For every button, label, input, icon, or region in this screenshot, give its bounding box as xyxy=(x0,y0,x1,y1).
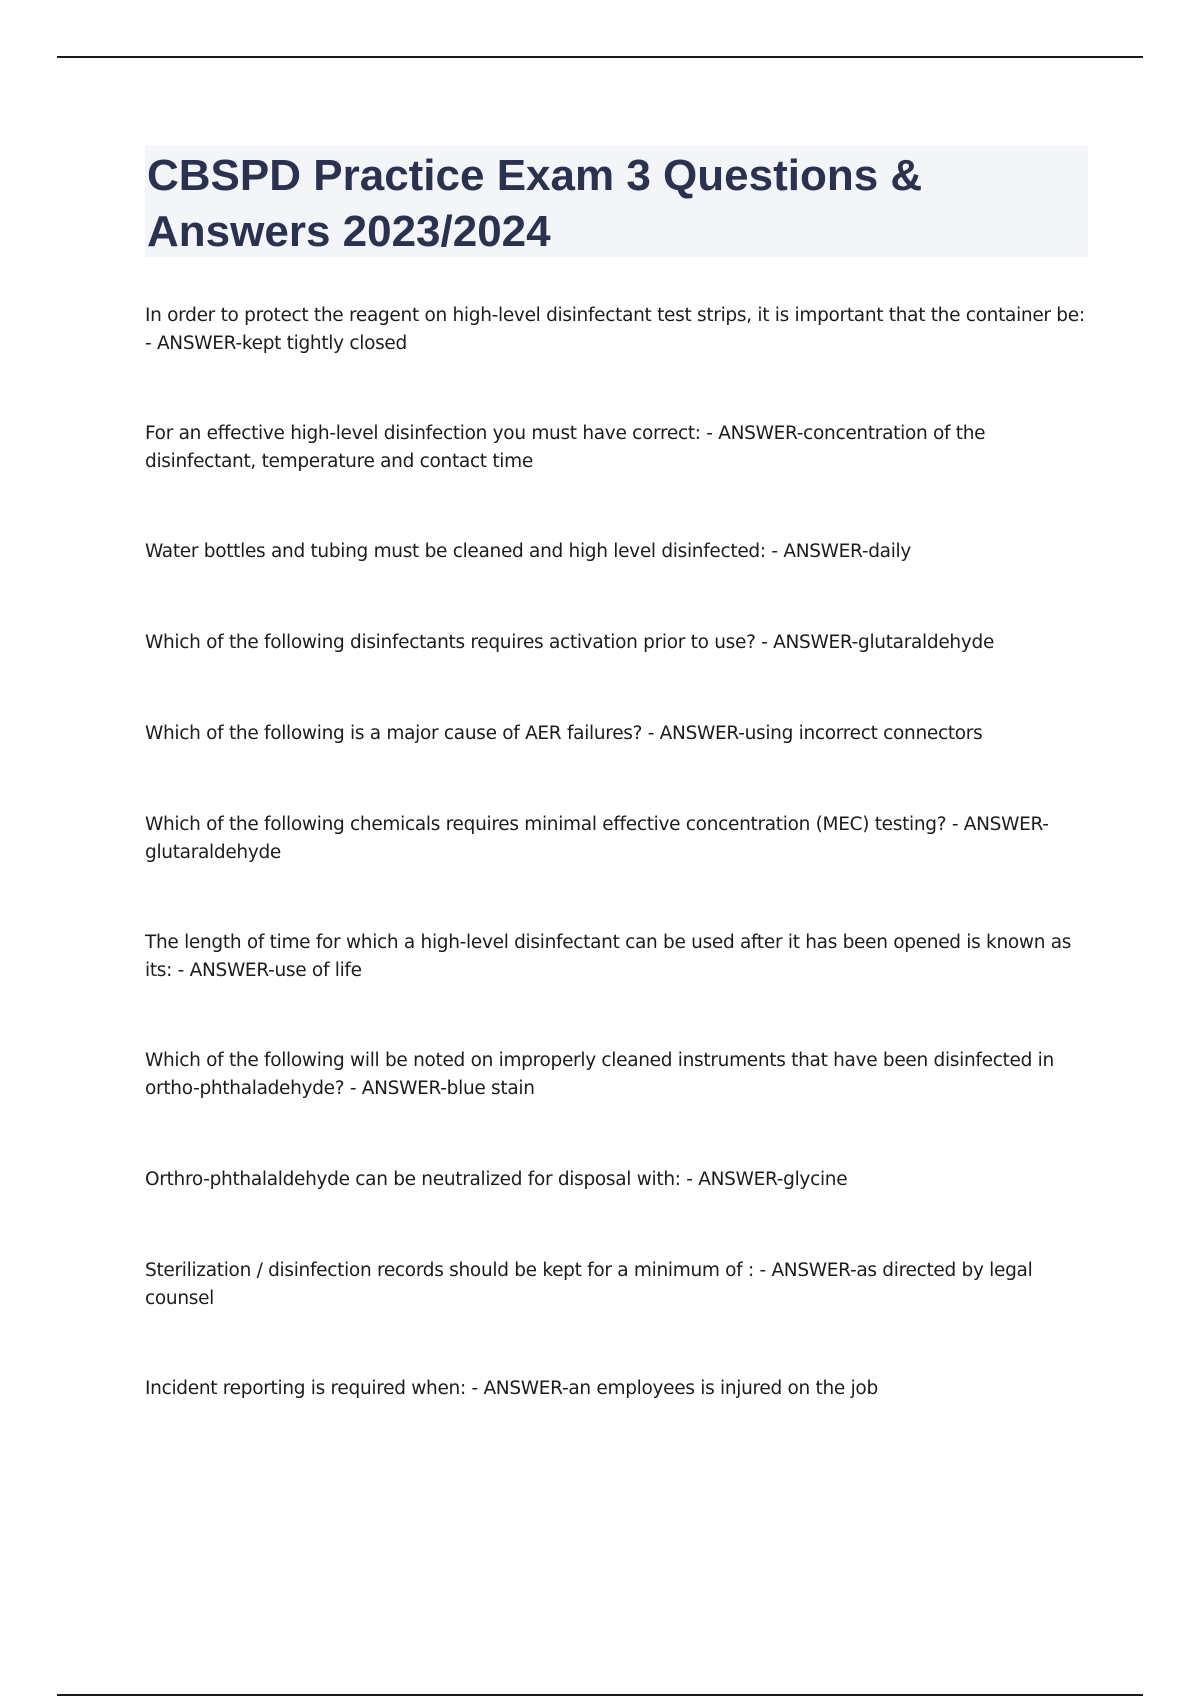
qa-item: Which of the following disinfectants requires activation prior to use? - ANSWER-glutaraldehyde xyxy=(145,632,995,653)
qa-item: Which of the following chemicals requires minimal effective concentration (MEC) testing? - ANSWER-glutaraldehyde xyxy=(145,814,1049,863)
qa-item: For an effective high-level disinfection you must have correct: - ANSWER-concentration of the disinfectant, temperature and contact time xyxy=(145,423,986,472)
qa-item: Which of the following will be noted on improperly cleaned instruments that have been disinfected in ortho-phthaladehyde? - ANSWER-blue stain xyxy=(145,1050,1054,1099)
header-rule xyxy=(57,56,1143,58)
qa-item: Which of the following is a major cause of AER failures? - ANSWER-using incorrect connectors xyxy=(145,723,983,744)
qa-item: Sterilization / disinfection records should be kept for a minimum of : - ANSWER-as directed by legal counsel xyxy=(145,1260,1033,1309)
qa-item: Incident reporting is required when: - ANSWER-an employees is injured on the job xyxy=(145,1378,878,1399)
qa-item: Orthro-phthalaldehyde can be neutralized for disposal with: - ANSWER-glycine xyxy=(145,1169,848,1190)
footer-rule xyxy=(57,1694,1143,1696)
qa-list xyxy=(145,302,1090,1403)
page-title: CBSPD Practice Exam 3 Questions & Answers 2023/2024 xyxy=(147,151,923,256)
title-block xyxy=(145,146,1088,257)
qa-item: In order to protect the reagent on high-level disinfectant test strips, it is important that the container be: - ANSWER-kept tightly closed xyxy=(145,305,1085,354)
qa-item: The length of time for which a high-level disinfectant can be used after it has been opened is known as its: - ANSWER-use of life xyxy=(145,932,1072,981)
qa-item: Water bottles and tubing must be cleaned and high level disinfected: - ANSWER-daily xyxy=(145,541,912,562)
